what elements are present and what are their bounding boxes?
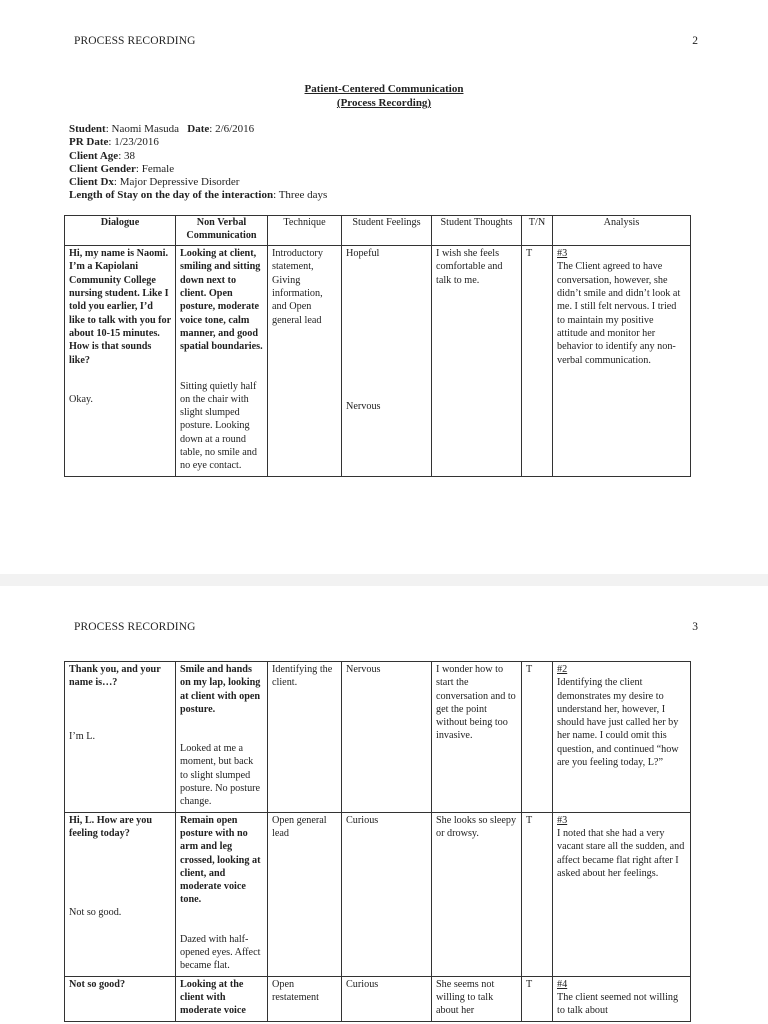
dialogue-cell: Hi, L. How are you feeling today? Not so good. <box>65 812 176 976</box>
document-page-3 <box>0 586 768 1024</box>
dialogue-cell: Thank you, and your name is…? I’m L. <box>65 662 176 813</box>
client-age-line: Client Age: 38 <box>69 149 136 162</box>
process-recording-table <box>64 215 691 477</box>
dialogue-cell: Not so good? <box>65 976 176 1021</box>
thoughts-cell: She seems not willing to talk about her <box>432 976 522 1021</box>
col-header: Non Verbal Communication <box>176 216 268 246</box>
page-number: 2 <box>692 35 698 47</box>
col-header: Technique <box>268 216 342 246</box>
thoughts-cell: I wish she feels comfortable and talk to me. <box>432 246 522 476</box>
tn-cell: T <box>522 976 553 1021</box>
client-gender-line: Client Gender: Female <box>69 162 175 175</box>
table-row <box>65 662 691 813</box>
nonverbal-cell: Looking at the client with moderate voice <box>176 976 268 1021</box>
nonverbal-cell: Remain open posture with no arm and leg crossed, looking at client, and moderate voice tone. Dazed with half-opened eyes. Affect became flat. <box>176 812 268 976</box>
table-row <box>65 246 691 476</box>
feelings-cell: Curious <box>342 812 432 976</box>
tn-cell: T <box>522 246 553 476</box>
student-info-block <box>69 123 327 203</box>
col-header: Analysis <box>553 216 691 246</box>
pr-date-line: PR Date: 1/23/2016 <box>69 136 159 149</box>
dialogue-cell: Hi, my name is Naomi. I’m a Kapiolani Community College nursing student. Like I told you earlier, I’d like to talk with you for about 10-15 minutes. How is that sounds like? Okay. <box>65 246 176 476</box>
analysis-cell: #3 The Client agreed to have conversation, however, she didn’t smile and didn’t look at me. I still felt nervous. I tried to maintain my positive attitude and monitor her behavior to identify any non-verbal communication. <box>553 246 691 476</box>
table-row <box>65 976 691 1021</box>
process-recording-table-continued <box>64 661 691 1022</box>
technique-cell: Identifying the client. <box>268 662 342 813</box>
thoughts-cell: She looks so sleepy or drowsy. <box>432 812 522 976</box>
technique-cell: Open general lead <box>268 812 342 976</box>
col-header: T/N <box>522 216 553 246</box>
running-header: PROCESS RECORDING <box>74 621 196 633</box>
thoughts-cell: I wonder how to start the conversation and to get the point without being too invasive. <box>432 662 522 813</box>
table-row <box>65 812 691 976</box>
student-line: Student: Naomi Masuda Date: 2/6/2016 <box>69 123 255 135</box>
analysis-cell: #4 The client seemed not willing to talk about <box>553 976 691 1021</box>
client-dx-line: Client Dx: Major Depressive Disorder <box>69 176 240 189</box>
analysis-cell: #2 Identifying the client demonstrates my desire to understand her, however, I should have just called her by her name. I could omit this question, and continued “how are you feeling today, L?” <box>553 662 691 813</box>
length-of-stay-line: Length of Stay on the day of the interaction: Three days <box>69 189 328 202</box>
running-header: PROCESS RECORDING <box>74 35 196 47</box>
technique-cell: Introductory statement, Giving information, and Open general lead <box>268 246 342 476</box>
feelings-cell: Curious <box>342 976 432 1021</box>
tn-cell: T <box>522 662 553 813</box>
table-header-row <box>65 216 691 246</box>
nonverbal-cell: Looking at client, smiling and sitting down next to client. Open posture, moderate voice tone, calm manner, and good spatial boundaries. Sitting quietly half on the chair with slight slumped posture. Looking down at a round table, no smile and no eye contact. <box>176 246 268 476</box>
feelings-cell: Hopeful Nervous <box>342 246 432 476</box>
tn-cell: T <box>522 812 553 976</box>
feelings-cell: Nervous <box>342 662 432 813</box>
page-number: 3 <box>692 621 698 633</box>
subtitle-line: (Process Recording) <box>336 97 432 109</box>
nonverbal-cell: Smile and hands on my lap, looking at client with open posture. Looked at me a moment, but back to slight slumped posture. No posture change. <box>176 662 268 813</box>
analysis-cell: #3 I noted that she had a very vacant stare all the sudden, and affect became flat right after I asked about her feelings. <box>553 812 691 976</box>
title-line: Patient-Centered Communication <box>304 83 464 95</box>
col-header: Student Feelings <box>342 216 432 246</box>
technique-cell: Open restatement <box>268 976 342 1021</box>
col-header: Student Thoughts <box>432 216 522 246</box>
document-title <box>0 82 768 110</box>
col-header: Dialogue <box>65 216 176 246</box>
